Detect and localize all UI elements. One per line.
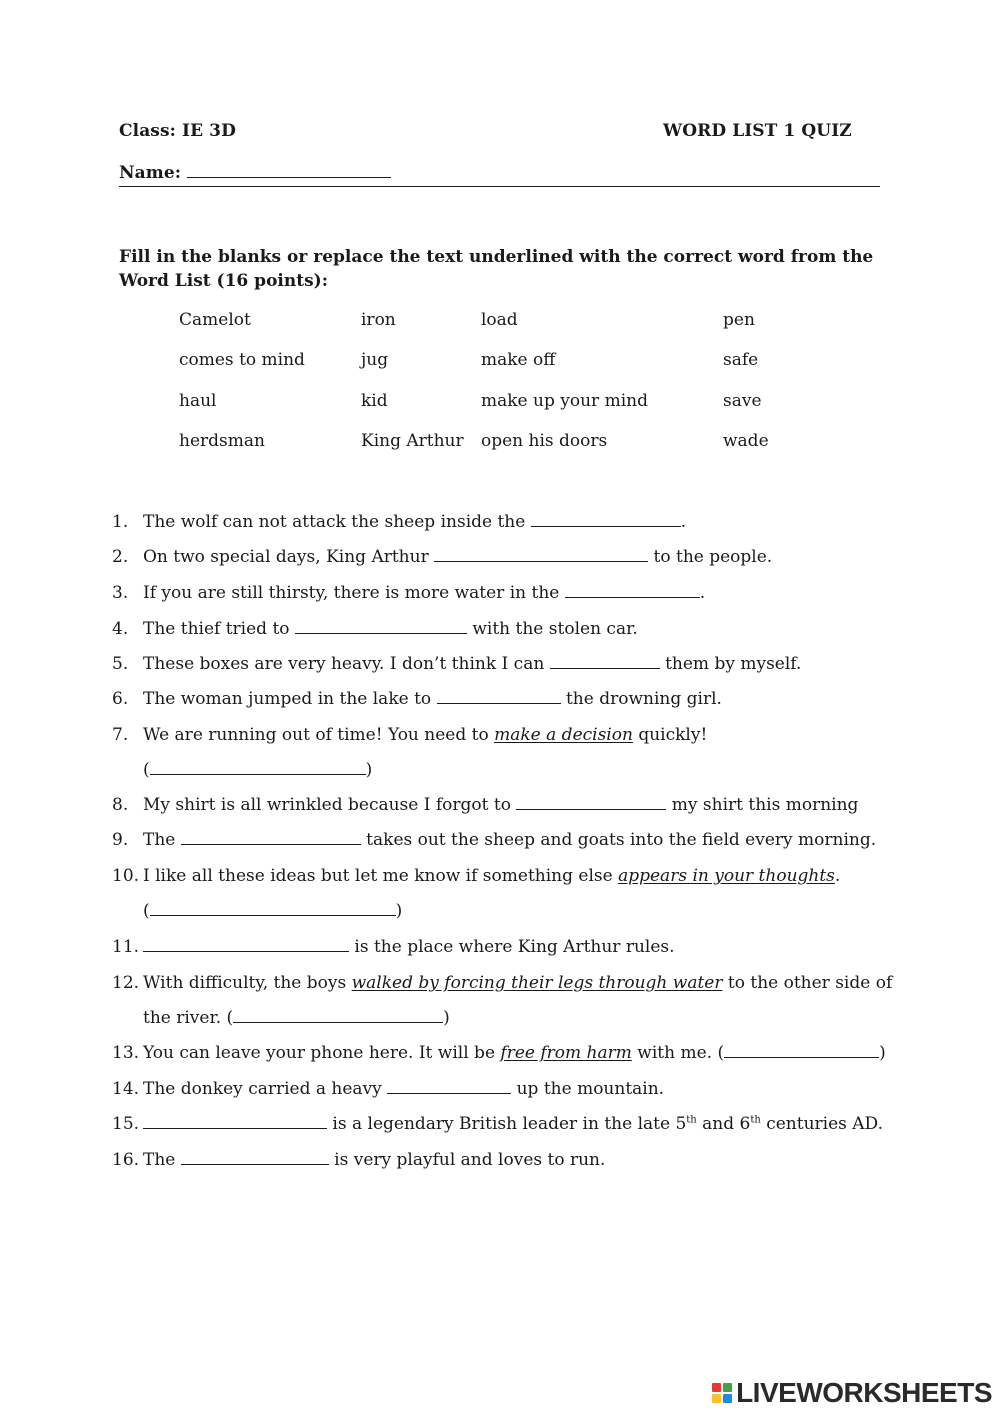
question-text: them by myself. [665,654,802,674]
question-12 [143,973,892,993]
question-10-answer [143,901,402,921]
word-list-item: open his doors [481,431,608,451]
question-text: centuries AD. [766,1114,883,1134]
word-list-item: pen [723,310,755,330]
close-paren: ) [879,1043,886,1063]
question-number: 9. [112,830,129,850]
answer-blank-10[interactable] [150,901,396,916]
quiz-title: WORD LIST 1 QUIZ [663,121,852,141]
answer-blank-6[interactable] [437,689,561,704]
header-divider [119,186,880,187]
question-number: 2. [112,547,129,567]
question-text: with the stolen car. [472,619,638,639]
question-number: 4. [112,619,129,639]
answer-blank-15[interactable] [143,1114,327,1129]
answer-blank-2[interactable] [434,547,648,562]
question-number: 1. [112,512,129,532]
question-number: 11. [112,937,140,957]
logo-mark-icon [712,1383,732,1403]
question-13 [143,1043,886,1063]
answer-blank-9[interactable] [181,830,361,845]
question-text: The thief tried to [143,619,290,639]
question-number: 12. [112,973,140,993]
underlined-phrase: appears in your thoughts [618,866,835,886]
question-number: 3. [112,583,129,603]
word-list-item: jug [361,350,389,370]
question-15 [143,1114,883,1134]
question-9 [143,830,876,850]
name-field-row [119,162,391,183]
question-text: . [699,583,706,603]
word-list-item: comes to mind [179,350,305,370]
answer-blank-5[interactable] [550,654,660,669]
question-text: If you are still thirsty, there is more water in the [143,583,560,603]
open-paren: ( [143,760,150,780]
word-list-item: load [481,310,518,330]
question-text: The [143,830,176,850]
question-text: takes out the sheep and goats into the field every morning. [366,830,877,850]
question-text: With difficulty, the boys [143,973,347,993]
question-text: my shirt this morning [671,795,859,815]
close-paren: ) [395,901,403,921]
underlined-phrase: free from harm [500,1043,632,1063]
question-number: 5. [112,654,129,674]
question-6 [143,689,722,709]
question-number: 6. [112,689,129,709]
question-text: You can leave your phone here. It will be [143,1043,496,1063]
question-text: is a legendary British leader in the late 5 [332,1114,687,1134]
class-label: Class: IE 3D [119,121,236,141]
word-list-item: Camelot [179,310,251,330]
liveworksheets-logo[interactable] [712,1378,992,1408]
question-text: and 6 [702,1114,751,1134]
question-text: The woman jumped in the lake to [143,689,432,709]
question-text: The donkey carried a heavy [143,1079,382,1099]
question-10 [143,866,840,886]
question-text: . [680,512,687,532]
answer-blank-1[interactable] [531,512,681,527]
question-1 [143,512,686,532]
underlined-phrase: make a decision [494,725,633,745]
question-number: 16. [112,1150,140,1170]
question-7 [143,725,707,745]
word-list-item: save [723,391,762,411]
question-number: 10. [112,866,140,886]
question-text: On two special days, King Arthur [143,547,429,567]
question-number: 15. [112,1114,140,1134]
question-16 [143,1150,605,1170]
word-list-item: safe [723,350,759,370]
question-text: up the mountain. [516,1079,665,1099]
close-paren: ) [443,1008,450,1028]
question-text: to the other side of [727,973,893,993]
question-5 [143,654,801,674]
word-list-item: kid [361,391,388,411]
question-text: The [143,1150,176,1170]
question-text: The wolf can not attack the sheep inside the [143,512,526,532]
brand-name: LIVEWORKSHEETS [736,1377,992,1408]
superscript: th [750,1114,761,1126]
question-2 [143,547,772,567]
question-number: 13. [112,1043,140,1063]
word-list-item: wade [723,431,769,451]
open-paren: ( [143,901,150,921]
question-text: is very playful and loves to run. [334,1150,606,1170]
answer-blank-16[interactable] [181,1150,329,1165]
answer-blank-8[interactable] [516,795,666,810]
answer-blank-14[interactable] [387,1079,511,1094]
question-text: These boxes are very heavy. I don’t think I can [143,654,545,674]
word-list-item: make up your mind [481,391,648,411]
word-list-item: haul [179,391,217,411]
name-input-line[interactable] [187,162,391,178]
question-text: the river. ( [143,1008,234,1028]
question-text: with me. ( [637,1043,725,1063]
underlined-phrase: walked by forcing their legs through water [351,973,723,993]
instructions: Fill in the blanks or replace the text underlined with the correct word from the Word List (16 points): [119,247,874,291]
answer-blank-11[interactable] [143,937,349,952]
word-list-item: King Arthur [361,431,464,451]
question-text: the drowning girl. [565,689,722,709]
answer-blank-3[interactable] [565,583,700,598]
answer-blank-7[interactable] [150,760,366,775]
superscript: th [686,1114,697,1126]
word-list-item: make off [481,350,556,370]
question-4 [143,619,638,639]
question-8 [143,795,858,815]
question-text: My shirt is all wrinkled because I forgot to [143,795,511,815]
question-3 [143,583,705,603]
question-number: 8. [112,795,129,815]
name-label: Name: [119,163,182,183]
question-text: is the place where King Arthur rules. [354,937,675,957]
question-7-answer [143,760,372,780]
question-text: to the people. [653,547,773,567]
answer-blank-12[interactable] [233,1008,443,1023]
question-14 [143,1079,664,1099]
question-text: . [834,866,841,886]
close-paren: ) [365,760,373,780]
question-number: 7. [112,725,129,745]
word-list-item: herdsman [179,431,265,451]
answer-blank-4[interactable] [295,619,467,634]
question-number: 14. [112,1079,140,1099]
word-list-item: iron [361,310,396,330]
question-text: I like all these ideas but let me know if something else [143,866,613,886]
question-12-answer [143,1008,450,1028]
question-text: quickly! [638,725,708,745]
question-11 [143,937,675,957]
question-text: We are running out of time! You need to [143,725,489,745]
answer-blank-13[interactable] [724,1043,879,1058]
